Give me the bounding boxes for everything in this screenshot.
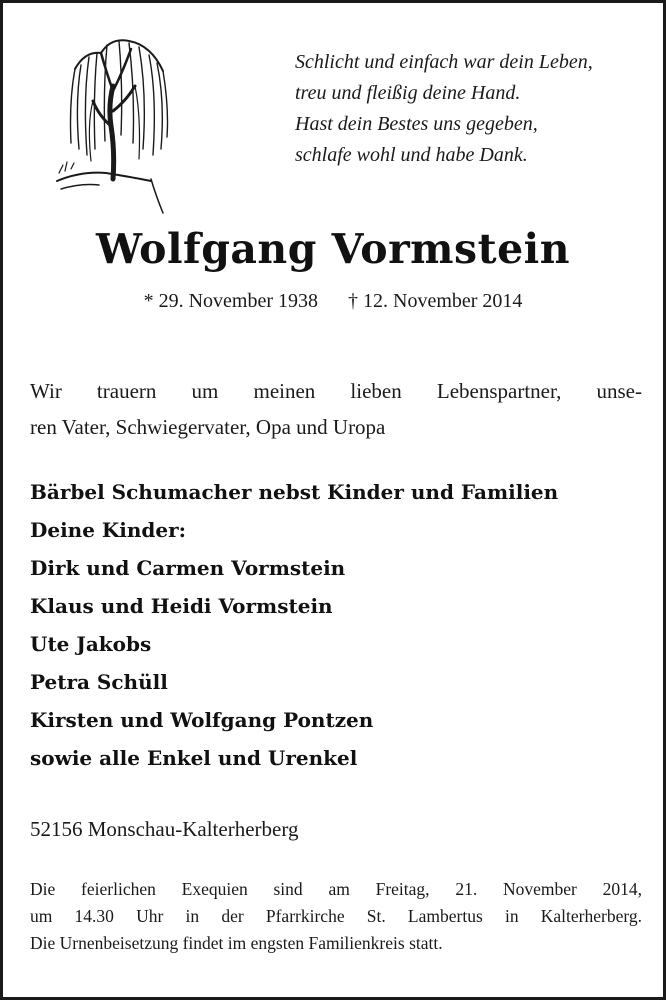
intro-line: Wir trauern um meinen lieben Lebenspartner, unse- xyxy=(30,379,642,403)
mourner-line: Bärbel Schumacher nebst Kinder und Familien xyxy=(30,480,559,504)
mourners-list xyxy=(30,473,558,777)
verse xyxy=(295,47,593,171)
mourning-intro xyxy=(30,373,642,445)
birth-date: * 29. November 1938 xyxy=(143,290,318,312)
mourner-line: Kirsten und Wolfgang Pontzen xyxy=(30,708,374,732)
life-dates xyxy=(3,290,663,313)
mourner-line: Deine Kinder: xyxy=(30,518,187,542)
verse-line: schlafe wohl und habe Dank. xyxy=(295,144,528,166)
verse-line: treu und fleißig deine Hand. xyxy=(295,82,521,104)
funeral-details-line: Die feierlichen Exequien sind am Freitag, 21. November 2014, xyxy=(30,879,642,899)
address: 52156 Monschau-Kalterherberg xyxy=(30,817,299,841)
mourner-line: Dirk und Carmen Vormstein xyxy=(30,556,346,580)
death-date: † 12. November 2014 xyxy=(348,290,523,312)
weeping-willow-icon xyxy=(51,31,181,216)
funeral-details xyxy=(30,876,642,957)
funeral-details-line: Die Urnenbeisetzung findet im engsten Familienkreis statt. xyxy=(30,933,443,953)
funeral-details-line: um 14.30 Uhr in der Pfarrkirche St. Lambertus in Kalterherberg. xyxy=(30,906,642,926)
verse-line: Hast dein Bestes uns gegeben, xyxy=(295,113,538,135)
mourner-line: Ute Jakobs xyxy=(30,632,152,656)
intro-line: ren Vater, Schwiegervater, Opa und Uropa xyxy=(30,415,386,439)
mourner-line: sowie alle Enkel und Urenkel xyxy=(30,746,358,770)
verse-line: Schlicht und einfach war dein Leben, xyxy=(295,51,593,73)
deceased-name: Wolfgang Vormstein xyxy=(95,225,571,273)
mourner-line: Petra Schüll xyxy=(30,670,168,694)
mourner-line: Klaus und Heidi Vormstein xyxy=(30,594,333,618)
